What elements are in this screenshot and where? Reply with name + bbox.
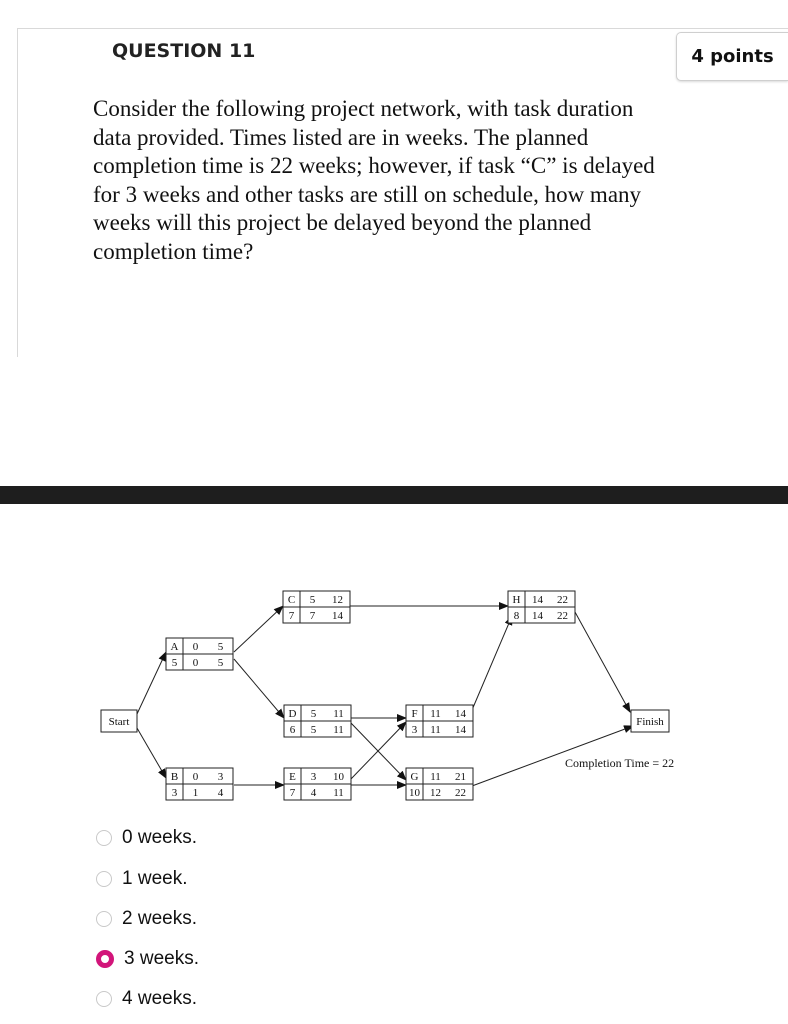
task-g-top-cell: G <box>410 771 419 783</box>
task-d-bottom-cell: 11 <box>333 724 344 736</box>
task-a-bottom-cell: 5 <box>217 657 224 669</box>
answer-option-2-weeks[interactable] <box>96 906 197 932</box>
section-divider-bar <box>0 486 788 504</box>
task-d-bottom-cell: 6 <box>289 724 296 736</box>
edge-a-d <box>234 659 284 718</box>
edge-start-b <box>137 728 166 778</box>
radio-button[interactable] <box>96 830 112 846</box>
task-e-top-cell: E <box>289 771 296 783</box>
task-c-top-cell: 5 <box>309 594 316 606</box>
task-e-top-cell: 10 <box>333 771 344 783</box>
question-text-line: completion time? <box>93 238 254 264</box>
question-text-line: for 3 weeks and other tasks are still on schedule, how many <box>93 181 642 207</box>
task-f-bottom-cell: 14 <box>455 724 466 736</box>
task-c-bottom-cell: 7 <box>309 610 316 622</box>
task-a-bottom-cell: 0 <box>192 657 199 669</box>
question-text <box>93 95 713 266</box>
task-b-top-cell: 0 <box>192 771 199 783</box>
completion-time-label: Completion Time = 22 <box>565 756 675 770</box>
question-text-line: Consider the following project network, with task duration <box>93 96 634 121</box>
task-d-top-cell: 5 <box>310 708 317 720</box>
answer-option-3-weeks[interactable] <box>96 946 199 972</box>
edge-a-c <box>234 606 283 652</box>
task-h-bottom-cell: 22 <box>557 610 568 622</box>
task-g-bottom-cell: 10 <box>409 787 420 799</box>
answer-option-0-weeks[interactable] <box>96 825 197 851</box>
task-c-bottom-cell: 7 <box>288 610 295 622</box>
task-h-bottom-cell: 8 <box>513 610 520 622</box>
answer-option-4-weeks[interactable] <box>96 986 197 1012</box>
task-b-bottom-cell: 4 <box>217 787 224 799</box>
radio-button[interactable] <box>96 991 112 1007</box>
answer-option-1-week[interactable] <box>96 866 187 892</box>
radio-button[interactable] <box>96 871 112 887</box>
task-f-bottom-cell: 3 <box>411 724 418 736</box>
task-e-top-cell: 3 <box>310 771 317 783</box>
question-text-line: weeks will this project be delayed beyond the planned <box>93 210 592 235</box>
task-b-top-cell: B <box>170 771 179 783</box>
task-a-top-cell: 0 <box>192 641 199 653</box>
option-label: 3 weeks. <box>124 948 199 969</box>
task-b-bottom-cell: 3 <box>171 787 178 799</box>
task-g-top-cell: 21 <box>455 771 466 783</box>
task-e-bottom-cell: 7 <box>289 787 296 799</box>
task-e-bottom-cell: 11 <box>333 787 344 799</box>
task-c-bottom-cell: 14 <box>332 610 343 622</box>
task-a-bottom-cell: 5 <box>171 657 178 669</box>
option-label: 4 weeks. <box>122 988 197 1009</box>
start-label: Start <box>108 716 130 728</box>
points-badge: 4 points <box>676 32 788 81</box>
finish-label: Finish <box>636 716 664 728</box>
task-h-top-cell: 14 <box>532 594 543 606</box>
task-d-top-cell: 11 <box>333 708 344 720</box>
task-f-bottom-cell: 11 <box>430 724 441 736</box>
task-c-top-cell: C <box>287 594 296 606</box>
task-d-bottom-cell: 5 <box>310 724 317 736</box>
task-e-bottom-cell: 4 <box>310 787 317 799</box>
option-label: 0 weeks. <box>122 827 197 848</box>
task-f-top-cell: 11 <box>430 708 441 720</box>
task-g-bottom-cell: 12 <box>430 787 441 799</box>
task-h-top-cell: 22 <box>557 594 568 606</box>
task-d-top-cell: D <box>288 708 297 720</box>
task-f-top-cell: 14 <box>455 708 466 720</box>
radio-button[interactable] <box>96 911 112 927</box>
question-text-line: data provided. Times listed are in weeks. The planned <box>93 124 589 150</box>
question-text-line: completion time is 22 weeks; however, if task “C” is delayed <box>93 153 655 178</box>
task-a-top-cell: 5 <box>217 641 224 653</box>
task-a-top-cell: A <box>170 641 179 653</box>
project-network-diagram <box>0 560 788 820</box>
option-label: 2 weeks. <box>122 908 197 929</box>
task-b-top-cell: 3 <box>217 771 224 783</box>
radio-button-selected[interactable] <box>96 950 114 968</box>
task-c-top-cell: 12 <box>332 594 343 606</box>
edge-start-a <box>137 652 166 714</box>
task-g-top-cell: 11 <box>430 771 441 783</box>
task-g-bottom-cell: 22 <box>455 787 466 799</box>
task-b-bottom-cell: 1 <box>192 787 199 799</box>
task-h-top-cell: H <box>512 594 521 606</box>
edge-f-h <box>472 616 512 710</box>
option-label: 1 week. <box>122 868 188 889</box>
edge-h-finish <box>575 612 630 712</box>
task-h-bottom-cell: 14 <box>532 610 543 622</box>
question-title: QUESTION 11 <box>112 40 256 62</box>
task-f-top-cell: F <box>411 708 418 720</box>
